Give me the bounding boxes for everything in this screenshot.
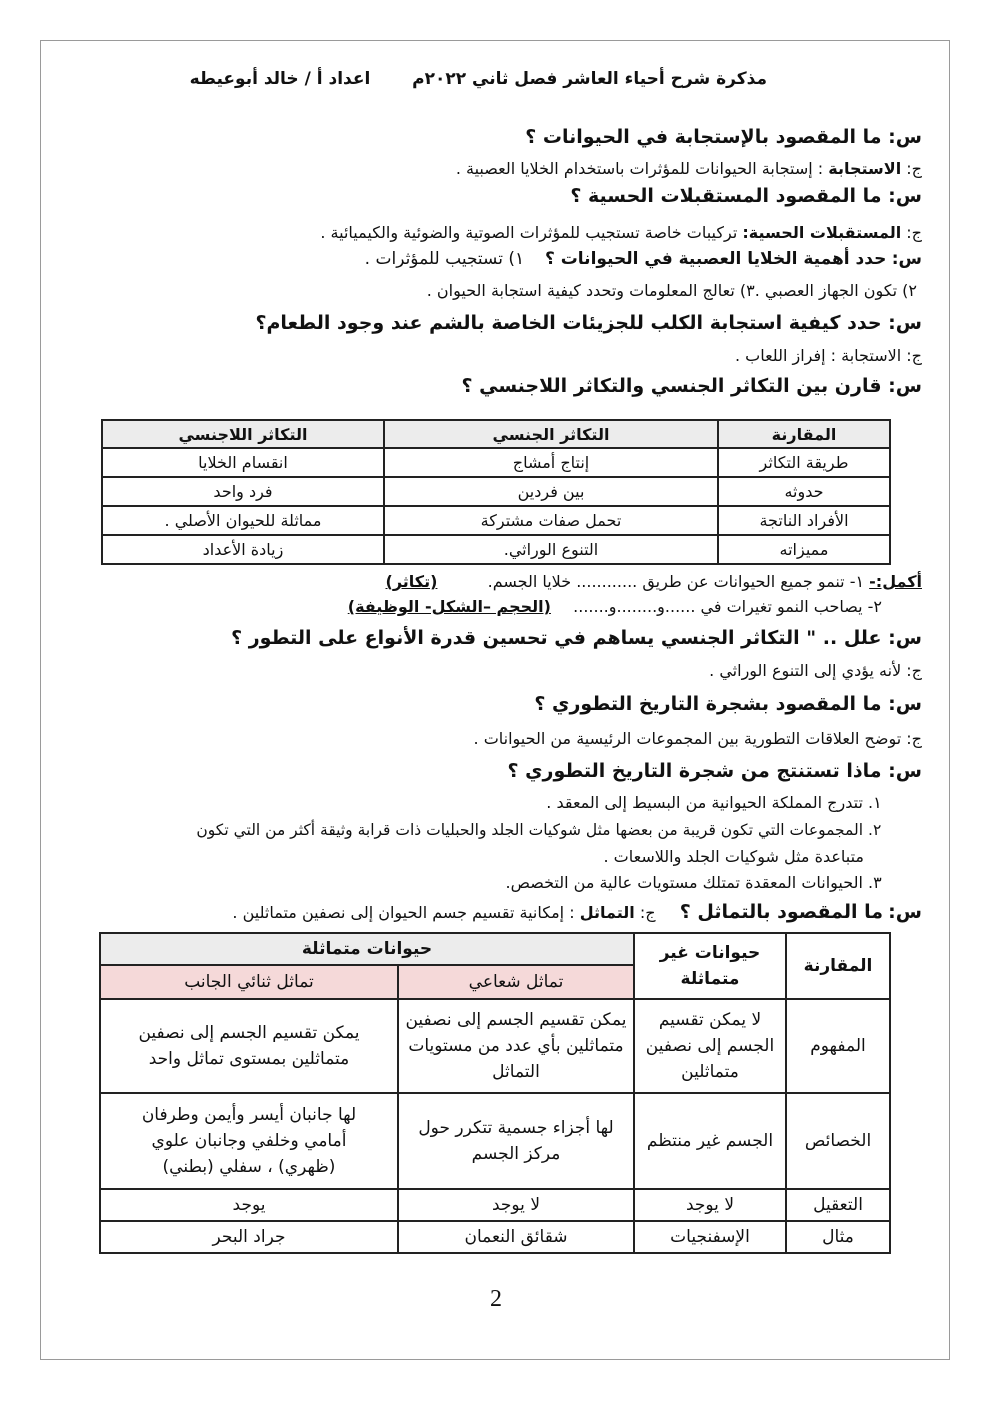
complete-label: أكمل:-	[869, 572, 922, 591]
table-header-row	[100, 933, 890, 965]
header-author: اعداد أ / خالد أبوعيطه	[189, 69, 371, 89]
answer-text: : إستجابة الحيوانات للمؤثرات باستخدام الخلايا العصبية .	[455, 159, 824, 178]
table-cell: المفهوم	[786, 999, 890, 1093]
table-row	[100, 1093, 890, 1189]
complete-item-2	[348, 596, 882, 618]
question-text: ماذا تستنتج من شجرة التاريخ التطوري ؟	[507, 760, 882, 782]
table-cell: إنتاج أمشاج	[384, 448, 718, 477]
question-text: ما المقصود بالتماثل ؟	[679, 901, 884, 923]
question-text: قارن بين التكاثر الجنسي والتكاثر اللاجنسي ؟	[461, 375, 882, 397]
answer-prefix: ج:	[906, 661, 922, 680]
answer-text: لأنه يؤدي إلى التنوع الوراثي .	[709, 661, 902, 680]
answer-7	[474, 728, 922, 750]
table-row	[102, 506, 890, 535]
question-prefix: س:	[888, 312, 922, 334]
answer-3	[427, 280, 917, 302]
question-7	[534, 693, 922, 715]
answer-term: المستقبلات الحسية:	[742, 223, 902, 242]
table-row	[100, 999, 890, 1093]
table-cell: لها أجزاء جسمية تتكرر حول مركز الجسم	[398, 1093, 634, 1189]
table-cell: فرد واحد	[102, 477, 384, 506]
complete-answer: (تكاثر)	[385, 572, 438, 591]
table-cell: الخصائص	[786, 1093, 890, 1189]
complete-text: ١- تنمو جميع الحيوانات عن طريق ............ خلايا الجسم.	[487, 572, 865, 591]
table-cell: بين فردين	[384, 477, 718, 506]
question-text: ما المقصود بشجرة التاريخ التطوري ؟	[534, 693, 882, 715]
table-row	[102, 448, 890, 477]
question-prefix: س:	[888, 185, 922, 207]
table-cell: مماثلة للحيوان الأصلي .	[102, 506, 384, 535]
table-cell: التنوع الوراثي.	[384, 535, 718, 564]
answer-text: : إمكانية تقسيم جسم الحيوان إلى نصفين متماثلين .	[232, 903, 575, 922]
list-item-continued	[603, 846, 864, 868]
question-prefix: س:	[888, 375, 922, 397]
page-header	[190, 68, 767, 90]
question-text: حدد كيفية استجابة الكلب للجزيئات الخاصة بالشم عند وجود الطعام؟	[255, 312, 882, 334]
question-prefix: س:	[888, 901, 922, 923]
table-cell: لها جانبان أيسر وأيمن وطرفان أمامي وخلفي وجانبان علوي (ظهري) ، سفلي (بطني)	[100, 1093, 398, 1189]
table-cell: يوجد	[100, 1189, 398, 1221]
table-row	[100, 1221, 890, 1253]
table-cell: طريقة التكاثر	[718, 448, 890, 477]
list-item	[506, 872, 894, 894]
reproduction-comparison-table	[101, 419, 891, 565]
complete-answer: (الحجم –الشكل- الوظيفة)	[347, 597, 551, 616]
answer-2	[320, 222, 922, 244]
table-cell: جراد البحر	[100, 1221, 398, 1253]
table-cell: يمكن تقسيم الجسم إلى نصفين متماثلين بمستوى تماثل واحد	[100, 999, 398, 1093]
question-3	[365, 248, 922, 270]
answer-items: ٢) تكون الجهاز العصبي .٣) تعالج المعلومات وتحدد كيفية استجابة الحيوان .	[426, 281, 917, 300]
table-header-cell: المقارنة	[718, 420, 890, 448]
answer-4	[735, 345, 922, 367]
answer-prefix: ج:	[906, 729, 922, 748]
question-prefix: س:	[891, 249, 922, 269]
question-text: علل .. " التكاثر الجنسي يساهم في تحسين قدرة الأنواع على التطور ؟	[231, 627, 882, 649]
question-8	[507, 760, 922, 782]
table-row	[100, 1189, 890, 1221]
table-cell: انقسام الخلايا	[102, 448, 384, 477]
question-prefix: س:	[888, 627, 922, 649]
complete-text: ٢- يصاحب النمو تغيرات في ......و........و.......	[573, 597, 882, 616]
symmetry-comparison-table	[99, 932, 891, 1254]
table-cell: شقائق النعمان	[398, 1221, 634, 1253]
list-number: ١.	[868, 793, 882, 812]
table-cell: الجسم غير منتظم	[634, 1093, 786, 1189]
table-cell: تحمل صفات مشتركة	[384, 506, 718, 535]
list-text: الحيوانات المعقدة تمتلك مستويات عالية من التخصص.	[505, 873, 863, 892]
table-cell: زيادة الأعداد	[102, 535, 384, 564]
list-text: تتدرج المملكة الحيوانية من البسيط إلى المعقد .	[546, 793, 863, 812]
table-cell: لا يوجد	[398, 1189, 634, 1221]
table-cell: حدوثه	[718, 477, 890, 506]
question-5	[461, 375, 922, 397]
table-subheader-cell: تماثل ثنائي الجانب	[100, 965, 398, 999]
table-header-cell: التكاثر الجنسي	[384, 420, 718, 448]
table-cell: لا يمكن تقسيم الجسم إلى نصفين متماثلين	[634, 999, 786, 1093]
header-title: مذكرة شرح أحياء العاشر فصل ثاني ٢٠٢٢م	[412, 69, 767, 89]
question-1	[525, 126, 922, 148]
page-number: 2	[490, 1286, 502, 1312]
answer-prefix: ج:	[906, 346, 922, 365]
table-header-cell: حيوانات متماثلة	[100, 933, 634, 965]
table-cell: الإسفنجيات	[634, 1221, 786, 1253]
answer-6	[709, 660, 922, 682]
table-cell: مثال	[786, 1221, 890, 1253]
list-number: ٢.	[868, 821, 882, 839]
question-prefix: س:	[888, 126, 922, 148]
question-4	[255, 312, 922, 334]
table-row	[102, 477, 890, 506]
table-header-cell: حيوانات غير متماثلة	[634, 933, 786, 999]
table-subheader-cell: تماثل شعاعي	[398, 965, 634, 999]
answer-text: الاستجابة : إفراز اللعاب .	[734, 346, 902, 365]
table-header-cell: التكاثر اللاجنسي	[102, 420, 384, 448]
question-6	[231, 627, 922, 649]
answer-text: توضح العلاقات التطورية بين المجموعات الرئيسية من الحيوانات .	[473, 729, 902, 748]
table-cell: التعقيل	[786, 1189, 890, 1221]
answer-prefix: ج:	[906, 223, 922, 242]
question-prefix: س:	[888, 760, 922, 782]
list-number: ٣.	[868, 873, 882, 892]
answer-1	[456, 158, 922, 180]
table-cell: لا يوجد	[634, 1189, 786, 1221]
table-cell: مميزاته	[718, 535, 890, 564]
question-2	[570, 185, 922, 207]
table-cell: الأفراد الناتجة	[718, 506, 890, 535]
list-item	[196, 819, 894, 841]
complete-item-1	[386, 571, 922, 593]
answer-text: تركيبات خاصة تستجيب للمؤثرات الصوتية والضوئية والكيميائية .	[320, 223, 738, 242]
table-cell: يمكن تقسيم الجسم إلى نصفين متماثلين بأي عدد من مستويات التماثل	[398, 999, 634, 1093]
question-text: حدد أهمية الخلايا العصبية في الحيوانات ؟	[544, 249, 887, 269]
answer-term: التماثل	[579, 903, 635, 922]
question-text: ما المقصود بالإستجابة في الحيوانات ؟	[525, 126, 882, 148]
question-9	[232, 901, 922, 924]
answer-prefix: ج:	[639, 903, 656, 922]
question-text: ما المقصود المستقبلات الحسية ؟	[570, 185, 882, 207]
answer-term: الاستجابة	[828, 159, 902, 178]
list-text: متباعدة مثل شوكيات الجلد واللاسعات .	[603, 847, 864, 866]
table-header-row	[102, 420, 890, 448]
answer-item: ١) تستجيب للمؤثرات .	[364, 249, 525, 269]
table-row	[102, 535, 890, 564]
question-prefix: س:	[888, 693, 922, 715]
list-text: المجموعات التي تكون قريبة من بعضها مثل شوكيات الجلد والحبليات ذات قرابة وثيقة أكثر من التي تكون	[196, 821, 864, 839]
table-header-cell: المقارنة	[786, 933, 890, 999]
answer-prefix: ج:	[906, 159, 922, 178]
list-item	[546, 792, 894, 814]
